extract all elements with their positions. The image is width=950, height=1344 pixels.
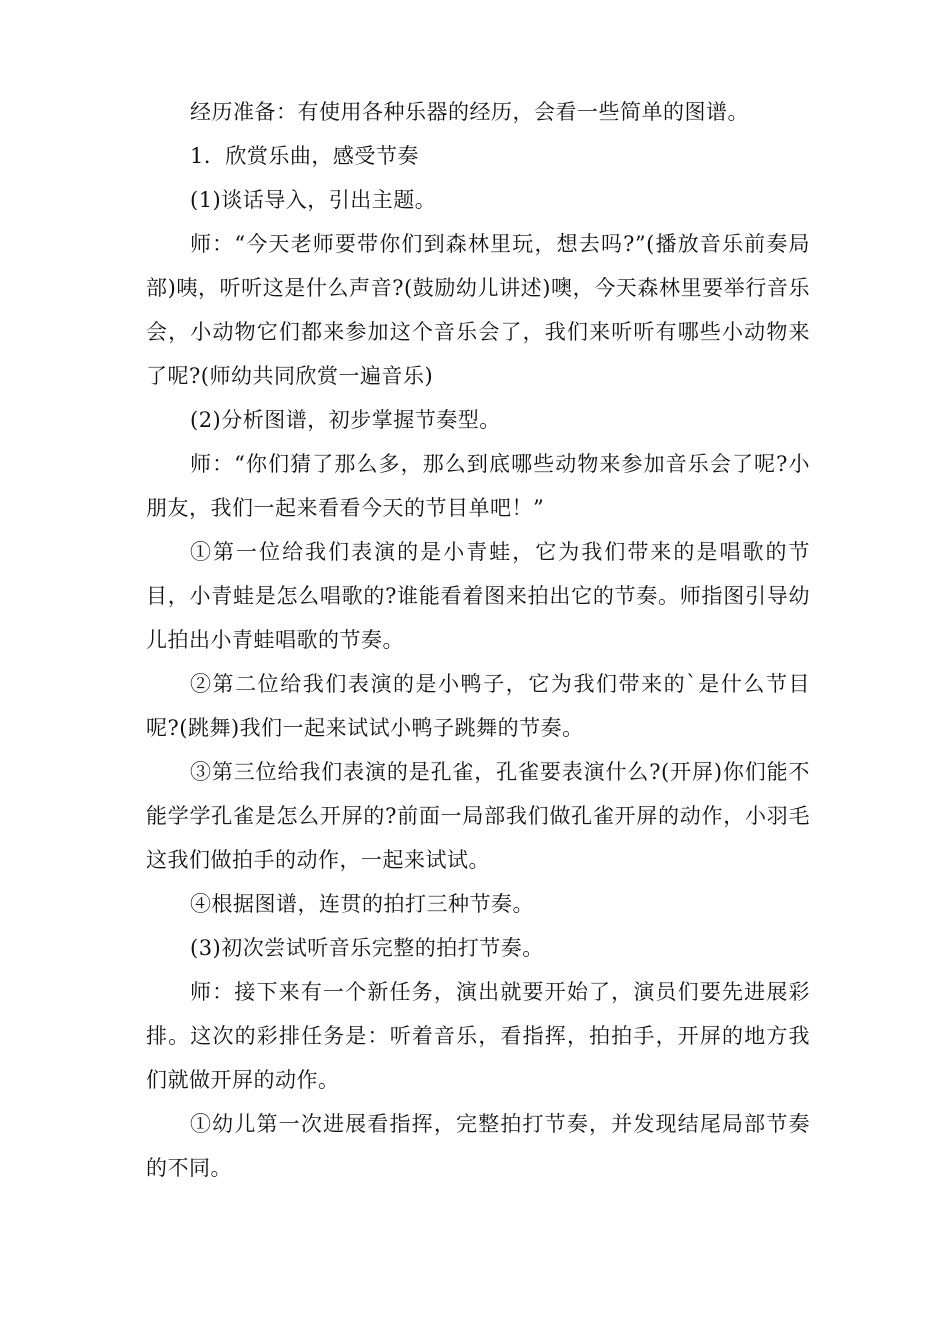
- paragraph-combine-rhythms: ④根据图谱，连贯的拍打三种节奏。: [190, 892, 534, 916]
- paragraph-step-3: (3)初次尝试听音乐完整的拍打节奏。: [190, 936, 544, 960]
- paragraph-frog: ①第一位给我们表演的是小青蛙，它为我们带来的是唱歌的节目，小青蛙是怎么唱歌的?谁能看着图来拍出它的节奏。师指图引导幼儿拍出小青蛙唱歌的节奏。: [146, 540, 810, 652]
- paragraph-teacher-rehearsal: 师：接下来有一个新任务，演出就要开始了，演员们要先进展彩排。这次的彩排任务是：听着音乐，看指挥，拍拍手，开屏的地方我们就做开屏的动作。: [146, 980, 810, 1092]
- paragraph-peacock: ③第三位给我们表演的是孔雀，孔雀要表演什么?(开屏)你们能不能学学孔雀是怎么开屏的?前面一局部我们做孔雀开屏的动作，小羽毛这我们做拍手的动作，一起来试试。: [146, 760, 810, 872]
- paragraph-teacher-program: 师：“你们猜了那么多，那么到底哪些动物来参加音乐会了呢?小朋友，我们一起来看看今天的节目单吧！”: [146, 452, 810, 520]
- paragraph-preparation: 经历准备：有使用各种乐器的经历，会看一些简单的图谱。: [190, 100, 749, 124]
- paragraph-first-attempt: ①幼儿第一次进展看指挥，完整拍打节奏，并发现结尾局部节奏的不同。: [146, 1112, 810, 1180]
- paragraph-section-heading: 1．欣赏乐曲，感受节奏: [190, 144, 419, 168]
- paragraph-step-1: (1)谈话导入，引出主题。: [190, 188, 437, 212]
- document-body: [146, 90, 810, 1190]
- paragraph-step-2: (2)分析图谱，初步掌握节奏型。: [190, 408, 501, 432]
- paragraph-duck: ②第二位给我们表演的是小鸭子，它为我们带来的`是什么节目呢?(跳舞)我们一起来试试小鸭子跳舞的节奏。: [146, 672, 810, 740]
- paragraph-teacher-intro: 师：“今天老师要带你们到森林里玩，想去吗?”(播放音乐前奏局部)咦，听听这是什么声音?(鼓励幼儿讲述)噢，今天森林里要举行音乐会，小动物它们都来参加这个音乐会了，我们来听听有哪些小动物来了呢?(师幼共同欣赏一遍音乐): [146, 232, 810, 388]
